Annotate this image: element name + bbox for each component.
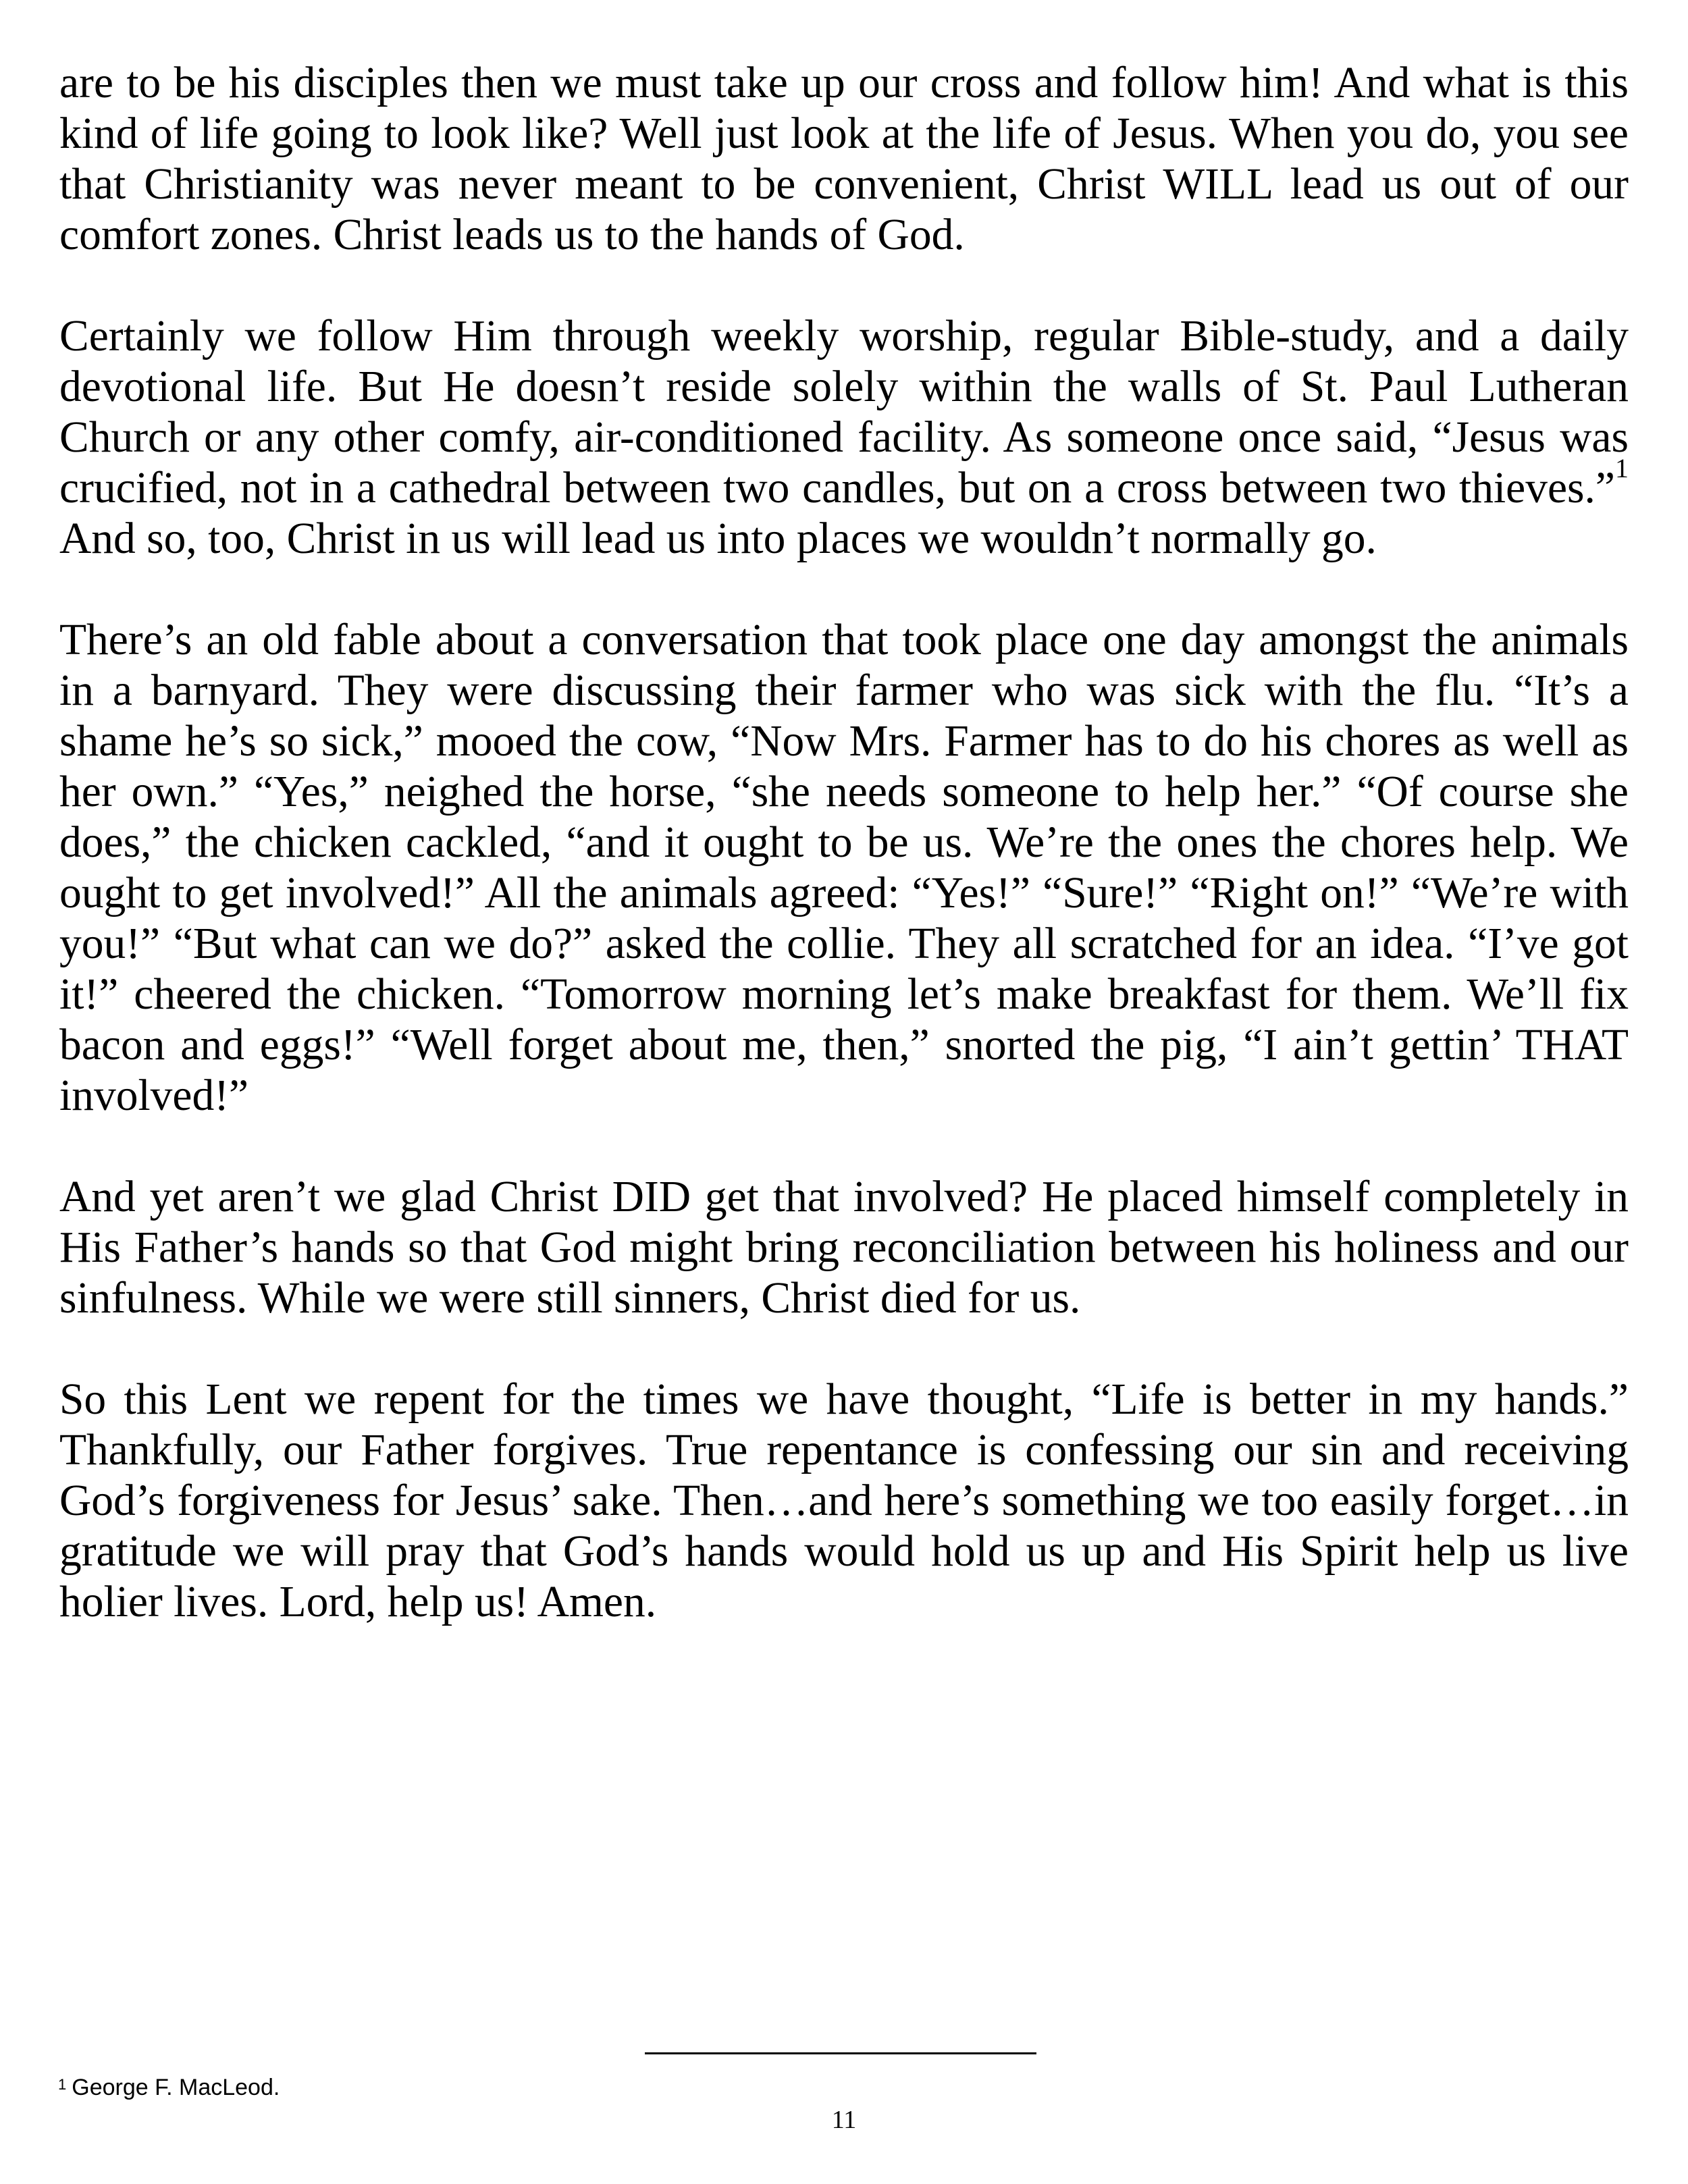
paragraph-cross-text: are to be his disciples then we must take up our cross and follow him! And what is this kind of life going to look like? Well just look at the life of Jesus. When you do, you see that Christianity was never meant to be convenient, Christ WILL lead us out of our comfort zones. Christ leads us to the hands of God.	[59, 59, 1629, 259]
page-number: 11	[831, 2106, 857, 2134]
body-text	[59, 58, 1629, 1628]
paragraph-reconciliation	[59, 1172, 1629, 1324]
paragraph-worship-text: Certainly we follow Him through weekly worship, regular Bible-study, and a daily devotional life. But He doesn’t reside solely within the walls of St. Paul Lutheran Church or any other comfy, air-conditioned facility. As someone once said, “Jesus was crucified, not in a cathedral between two candles, but on a cross between two thieves.”	[59, 312, 1629, 512]
footnote-reference[interactable]: 1	[1615, 453, 1629, 483]
footnote-text: George F. MacLeod.	[72, 2075, 280, 2100]
footnote-1	[58, 2073, 280, 2102]
paragraph-reconciliation-text: And yet aren’t we glad Christ DID get that involved? He placed himself completely in His Father’s hands so that God might bring reconciliation between his holiness and our sinfulness. While we were still sinners, Christ died for us.	[59, 1173, 1629, 1323]
paragraph-fable-text: There’s an old fable about a conversation that took place one day amongst the animals in a barnyard. They were discussing their farmer who was sick with the flu. “It’s a shame he’s so sick,” mooed the cow, “Now Mrs. Farmer has to do his chores as well as her own.” “Yes,” neighed the horse, “she needs someone to help her.” “Of course she does,” the chicken cackled, “and it ought to be us. We’re the ones the chores help. We ought to get involved!” All the animals agreed: “Yes!” “Sure!” “Right on!” “We’re with you!” “But what can we do?” asked the collie. They all scratched for an idea. “I’ve got it!” cheered the chicken. “Tomorrow morning let’s make breakfast for them. We’ll fix bacon and eggs!” “Well forget about me, then,” snorted the pig, “I ain’t gettin’ THAT involved!”	[59, 616, 1629, 1120]
footnote-mark: 1	[58, 2076, 67, 2093]
paragraph-lent	[59, 1375, 1629, 1628]
paragraph-cross	[59, 58, 1629, 261]
paragraph-worship	[59, 311, 1629, 564]
footnote-divider	[645, 2052, 1036, 2054]
paragraph-lent-text: So this Lent we repent for the times we have thought, “Life is better in my hands.” Thankfully, our Father forgives. True repentance is confessing our sin and receiving God’s forgiveness for Jesus’ sake. Then…and here’s something we too easily forget…in gratitude we will pray that God’s hands would hold us up and His Spirit help us live holier lives. Lord, help us! Amen.	[59, 1375, 1629, 1626]
paragraph-worship-text-after: And so, too, Christ in us will lead us into places we wouldn’t normally go.	[59, 514, 1377, 563]
paragraph-fable	[59, 615, 1629, 1121]
